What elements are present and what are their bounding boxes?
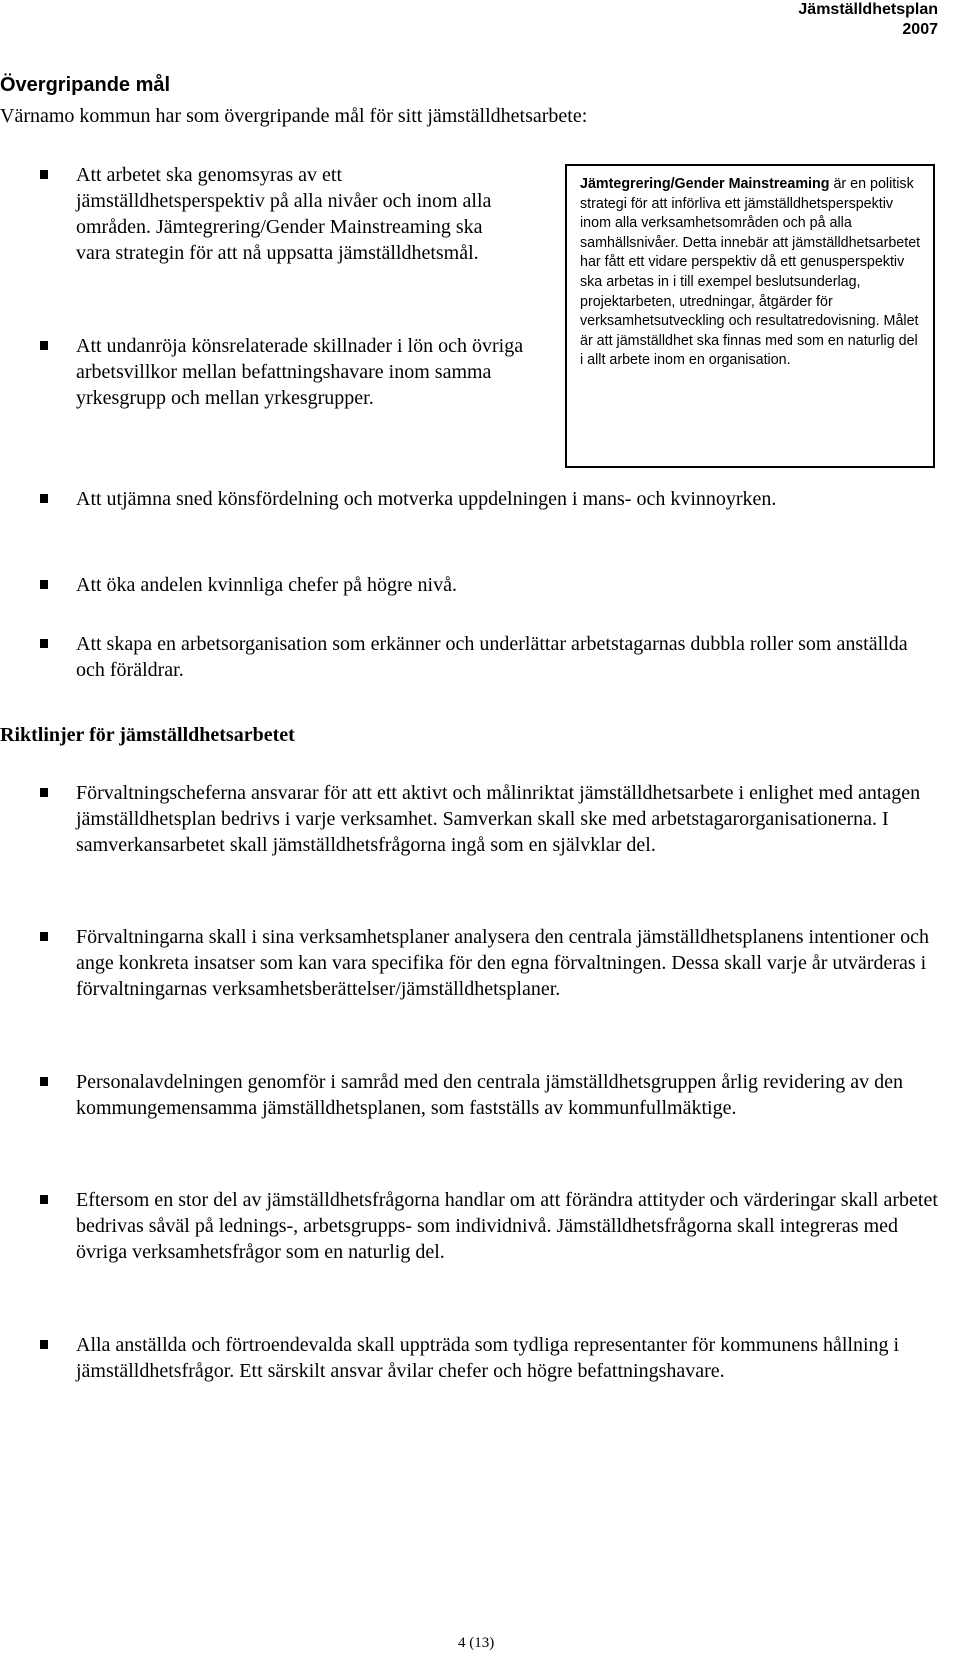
bullet-marker-icon: [40, 1195, 48, 1204]
bullet-marker-icon: [40, 1077, 48, 1086]
bullet-marker-icon: [40, 341, 48, 350]
list-item-text: Personalavdelningen genomför i samråd med den centrala jämställdhetsgruppen årlig revidering av den kommungemensamma jämställdhetsplanen, som fastställs av kommunfullmäktige.: [76, 1071, 903, 1119]
bullet-marker-icon: [40, 932, 48, 941]
list-item-text: Att öka andelen kvinnliga chefer på högre nivå.: [76, 574, 457, 596]
bullet-marker-icon: [40, 639, 48, 648]
list-item: [40, 1069, 940, 1121]
list-item: [40, 1332, 940, 1384]
definition-term: Jämtegrering/Gender Mainstreaming: [580, 176, 830, 192]
list-item: [40, 1187, 940, 1265]
list-item-text: Förvaltningarna skall i sina verksamhetsplaner analysera den centrala jämställdhetsplanens intentioner och ange konkreta insatser som kan vara specifika för den egna förvaltningen. Dessa skall varje år utvärderas i förvaltningarnas verksamhetsberättelser/jämställdhetsplaner.: [76, 926, 930, 1000]
definition-text: är en politisk strategi för att införliva ett jämställdhetsperspektiv inom alla verksamhetsområden och på alla samhällsnivåer. Detta innebär att jämställdhetsarbetet har fått ett vidare perspektiv då ett genusperspektiv ska arbetas in i till exempel beslutsunderlag, projektarbeten, utredningar, åtgärder för verksamhetsutveckling och resultatredovisning. Målet är att jämställdhet ska finnas med som en naturlig del i allt arbete inom en organisation.: [580, 176, 921, 369]
list-item: [40, 162, 520, 266]
intro-paragraph: Värnamo kommun har som övergripande mål för sitt jämställdhetsarbete:: [0, 105, 588, 127]
list-item: [40, 486, 900, 512]
bullet-marker-icon: [40, 494, 48, 503]
definition-box: [565, 164, 935, 468]
list-item-text: Att undanröja könsrelaterade skillnader i lön och övriga arbetsvillkor mellan befattningshavare inom samma yrkesgrupp och mellan yrkesgrupper.: [76, 335, 524, 409]
header-year: 2007: [902, 21, 938, 38]
bullet-marker-icon: [40, 580, 48, 589]
list-item: [40, 631, 940, 683]
list-item: [40, 924, 940, 1002]
section-heading-overall-goals: Övergripande mål: [0, 74, 171, 96]
list-item: [40, 333, 540, 411]
page-number: 4 (13): [458, 1635, 495, 1651]
bullet-marker-icon: [40, 788, 48, 797]
list-item: [40, 572, 900, 598]
header-title: Jämställdhetsplan: [798, 1, 938, 18]
list-item-text: Förvaltningscheferna ansvarar för att ett aktivt och målinriktat jämställdhetsarbete i enlighet med antagen jämställdhetsplan bedrivs i varje verksamhet. Samverkan skall ske med arbetstagarorganisationerna. I samverkansarbetet skall jämställdhetsfrågorna ingå som en självklar del.: [76, 782, 921, 856]
list-item-text: Att arbetet ska genomsyras av ett jämställdhetsperspektiv på alla nivåer och inom alla områden. Jämtegrering/Gender Mainstreaming ska vara strategin för att nå uppsatta jämställdhetsmål.: [76, 164, 492, 264]
bullet-marker-icon: [40, 170, 48, 179]
list-item-text: Att skapa en arbetsorganisation som erkänner och underlättar arbetstagarnas dubbla roller som anställda och föräldrar.: [76, 633, 908, 681]
list-item-text: Att utjämna sned könsfördelning och motverka uppdelningen i mans- och kvinnoyrken.: [76, 488, 777, 510]
bullet-marker-icon: [40, 1340, 48, 1349]
list-item: [40, 780, 940, 858]
list-item-text: Alla anställda och förtroendevalda skall uppträda som tydliga representanter för kommunens hållning i jämställdhetsfrågor. Ett särskilt ansvar åvilar chefer och högre befattningshavare.: [76, 1334, 900, 1382]
list-item-text: Eftersom en stor del av jämställdhetsfrågorna handlar om att förändra attityder och värderingar skall arbetet bedrivas såväl på lednings-, arbetsgrupps- som individnivå. Jämställdhetsfrågorna skall integreras med övriga verksamhetsfrågor som en naturlig del.: [76, 1189, 938, 1263]
page-header: [798, 0, 938, 40]
section-heading-guidelines: Riktlinjer för jämställdhetsarbetet: [0, 724, 295, 746]
